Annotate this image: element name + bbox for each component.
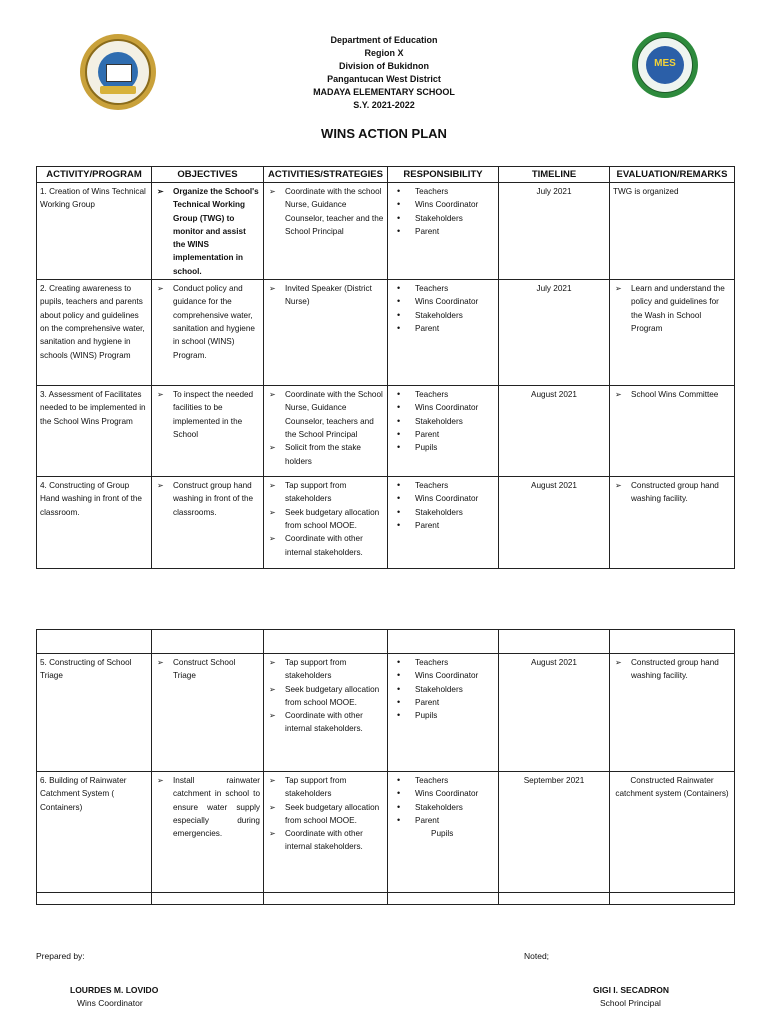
col-header: ACTIVITIES/STRATEGIES [264, 167, 388, 183]
noter-name: GIGI I. SECADRON [593, 985, 670, 995]
table-row [37, 280, 735, 386]
strategies-cell: ➢ Invited Speaker (District Nurse) [264, 280, 388, 386]
strategies-cell: ➢ Tap support from stakeholders ➢ Seek budgetary allocation from school MOOE. ➢ Coordinate with other internal stakeholders. [264, 772, 388, 893]
timeline-cell: August 2021 [499, 477, 610, 569]
strategies-cell: ➢ Tap support from stakeholders ➢ Seek budgetary allocation from school MOOE. ➢ Coordinate with other internal stakeholders. [264, 477, 388, 569]
table-header-row [37, 167, 735, 183]
document-header [0, 34, 768, 112]
timeline-cell: July 2021 [499, 280, 610, 386]
remarks-cell: ➢ Learn and understand the policy and guidelines for the Wash in School Program [610, 280, 735, 386]
objectives-cell: ➢ Construct group hand washing in front of the classrooms. [152, 477, 264, 569]
strategies-cell: ➢ Coordinate with the School Nurse, Guidance Counselor, teachers and the School Principal ➢ Solicit from the stake holders [264, 386, 388, 477]
action-plan-table-continued [36, 629, 735, 905]
activity-cell: 1. Creation of Wins Technical Working Group [37, 183, 152, 280]
strategies-cell: ➢ Tap support from stakeholders ➢ Seek budgetary allocation from school MOOE. ➢ Coordinate with other internal stakeholders. [264, 654, 388, 772]
activity-cell: 3. Assessment of Facilitates needed to be implemented in the School Wins Program [37, 386, 152, 477]
header-line: MADAYA ELEMENTARY SCHOOL [313, 87, 455, 97]
table-row [37, 183, 735, 280]
remarks-cell: ➢ School Wins Committee [610, 386, 735, 477]
action-plan-table [36, 166, 735, 569]
objectives-cell: ➢ Construct School Triage [152, 654, 264, 772]
remarks-cell: Constructed Rainwater catchment system (Containers) [610, 772, 735, 893]
timeline-cell: July 2021 [499, 183, 610, 280]
activity-cell: 4. Constructing of Group Hand washing in front of the classroom. [37, 477, 152, 569]
remarks-cell: ➢ Constructed group hand washing facility. [610, 477, 735, 569]
remarks-cell: TWG is organized [610, 183, 735, 280]
table-row [37, 386, 735, 477]
preparer-name: LOURDES M. LOVIDO [70, 985, 159, 995]
objectives-cell: ➢ To inspect the needed facilities to be implemented in the School [152, 386, 264, 477]
responsibility-cell: • Teachers • Wins Coordinator • Stakeholders • Parent [388, 477, 499, 569]
noter-title: School Principal [600, 998, 661, 1008]
page-title: WINS ACTION PLAN [321, 126, 447, 141]
header-line: Region X [364, 48, 404, 58]
timeline-cell: September 2021 [499, 772, 610, 893]
empty-row [37, 630, 735, 654]
table-row [37, 477, 735, 569]
table-row [37, 772, 735, 893]
activity-cell: 2. Creating awareness to pupils, teachers and parents about policy and guidelines on the comprehensive water, sanitation and hygiene in schools (WINS) Program [37, 280, 152, 386]
header-line: Division of Bukidnon [339, 61, 429, 71]
col-header: ACTIVITY/PROGRAM [37, 167, 152, 183]
col-header: EVALUATION/REMARKS [610, 167, 735, 183]
col-header: RESPONSIBILITY [388, 167, 499, 183]
col-header: TIMELINE [499, 167, 610, 183]
noted-label: Noted; [524, 951, 550, 961]
header-line: S.Y. 2021-2022 [353, 100, 415, 110]
objectives-cell: ➢ Organize the School's Technical Working Group (TWG) to monitor and assist the WINS implementation in school. [152, 183, 264, 280]
responsibility-extra: Pupils [431, 829, 454, 839]
preparer-title: Wins Coordinator [77, 998, 143, 1008]
activity-cell: 6. Building of Rainwater Catchment System ( Containers) [37, 772, 152, 893]
prepared-by-label: Prepared by: [36, 951, 85, 961]
empty-row [37, 893, 735, 905]
remarks-cell: ➢ Constructed group hand washing facility. [610, 654, 735, 772]
school-seal-right: MES [632, 32, 698, 98]
activity-cell: 5. Constructing of School Triage [37, 654, 152, 772]
timeline-cell: August 2021 [499, 386, 610, 477]
objectives-cell: ➢ Conduct policy and guidance for the comprehensive water, sanitation and hygiene in school (WINS) Program. [152, 280, 264, 386]
col-header: OBJECTIVES [152, 167, 264, 183]
responsibility-cell: • Teachers • Wins Coordinator • Stakeholders • Parent • Pupils [388, 386, 499, 477]
responsibility-cell: • Teachers • Wins Coordinator • Stakeholders • Parent [388, 280, 499, 386]
objectives-cell: ➢ Install rainwater catchment in school to ensure water supply especially during emergencies. [152, 772, 264, 893]
header-line: Pangantucan West District [327, 74, 441, 84]
header-line: Department of Education [330, 35, 438, 45]
responsibility-cell: • Teachers • Wins Coordinator • Stakeholders • Parent Pupils [388, 772, 499, 893]
strategies-cell: ➢ Coordinate with the school Nurse, Guidance Counselor, teacher and the School Principal [264, 183, 388, 280]
responsibility-cell: • Teachers • Wins Coordinator • Stakeholders • Parent [388, 183, 499, 280]
table-row [37, 654, 735, 772]
timeline-cell: August 2021 [499, 654, 610, 772]
responsibility-cell: • Teachers • Wins Coordinator • Stakeholders • Parent • Pupils [388, 654, 499, 772]
